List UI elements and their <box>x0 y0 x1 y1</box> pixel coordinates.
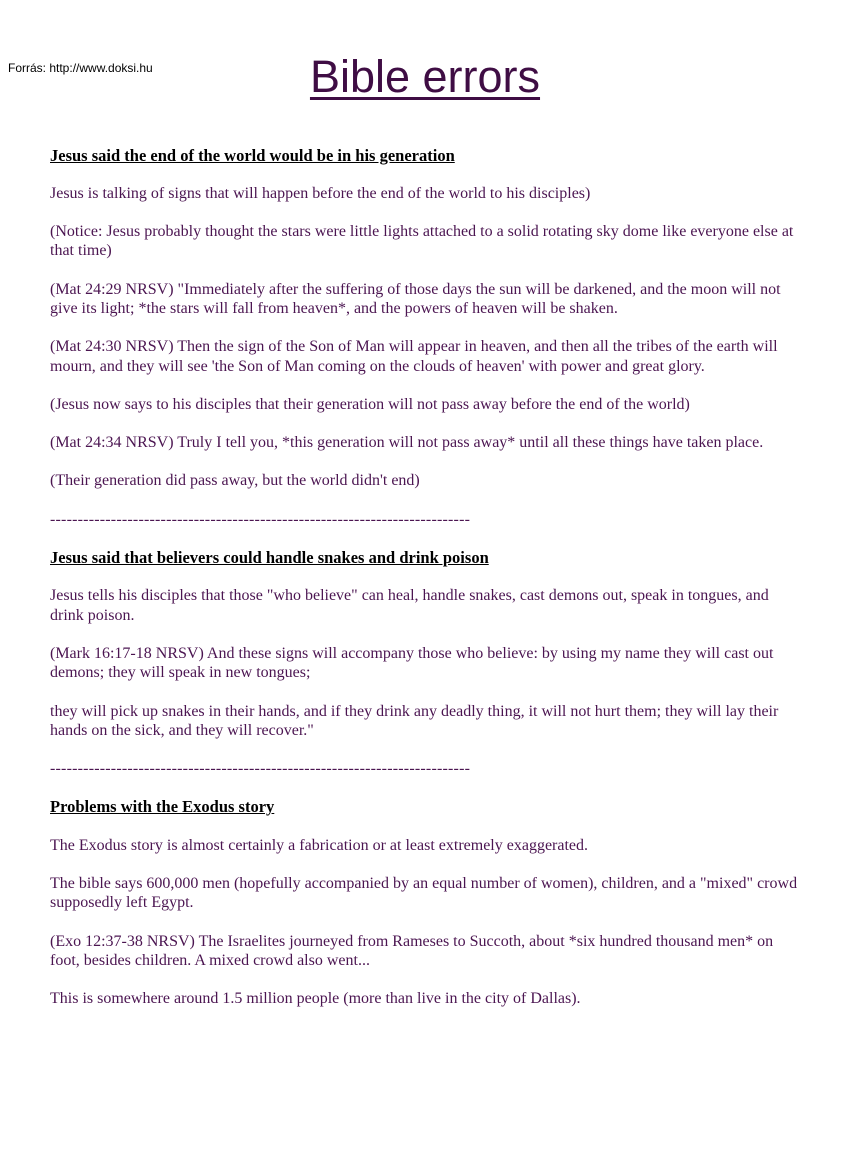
section-separator: ---------------------------------------------------------------------------- <box>50 510 471 528</box>
paragraph: (Exo 12:37-38 NRSV) The Israelites journeyed from Rameses to Succoth, about *six hundred thousand men* on foot, besides children. A mixed crowd also went... <box>50 932 774 969</box>
document-body <box>50 146 800 1009</box>
section-heading-exodus: Problems with the Exodus story <box>50 797 275 817</box>
paragraph: This is somewhere around 1.5 million people (more than live in the city of Dallas). <box>50 990 581 1008</box>
page-title: Bible errors <box>309 51 541 102</box>
paragraph: (Their generation did pass away, but the world didn't end) <box>50 472 420 490</box>
section-separator: ---------------------------------------------------------------------------- <box>50 760 471 778</box>
section-heading-end-of-world: Jesus said the end of the world would be in his generation <box>50 145 455 165</box>
paragraph: (Jesus now says to his disciples that their generation will not pass away before the end of the world) <box>50 395 690 413</box>
paragraph: Jesus tells his disciples that those "who believe" can heal, handle snakes, cast demons out, speak in tongues, and drink poison. <box>50 587 769 624</box>
source-line: Forrás: http://www.doksi.hu <box>8 61 153 75</box>
paragraph: The Exodus story is almost certainly a fabrication or at least extremely exaggerated. <box>50 836 589 854</box>
paragraph: (Mat 24:29 NRSV) "Immediately after the suffering of those days the sun will be darkened, and the moon will not give its light; *the stars will fall from heaven*, and the powers of heaven will be shaken. <box>50 280 781 317</box>
paragraph: The bible says 600,000 men (hopefully accompanied by an equal number of women), children, and a "mixed" crowd supposedly left Egypt. <box>50 875 798 912</box>
paragraph: (Mat 24:30 NRSV) Then the sign of the Son of Man will appear in heaven, and then all the tribes of the earth will mourn, and they will see 'the Son of Man coming on the clouds of heaven' with power and great glory. <box>50 338 778 375</box>
paragraph: (Notice: Jesus probably thought the stars were little lights attached to a solid rotating sky dome like everyone else at that time) <box>50 223 794 260</box>
paragraph: (Mark 16:17-18 NRSV) And these signs will accompany those who believe: by using my name they will cast out demons; they will speak in new tongues; <box>50 644 774 682</box>
paragraph: they will pick up snakes in their hands, and if they drink any deadly thing, it will not hurt them; they will lay their hands on the sick, and they will recover." <box>50 702 779 739</box>
paragraph: Jesus is talking of signs that will happen before the end of the world to his disciples) <box>50 184 591 202</box>
section-heading-snakes-poison: Jesus said that believers could handle snakes and drink poison <box>50 548 489 568</box>
paragraph: (Mat 24:34 NRSV) Truly I tell you, *this generation will not pass away* until all these things have taken place. <box>50 434 764 452</box>
